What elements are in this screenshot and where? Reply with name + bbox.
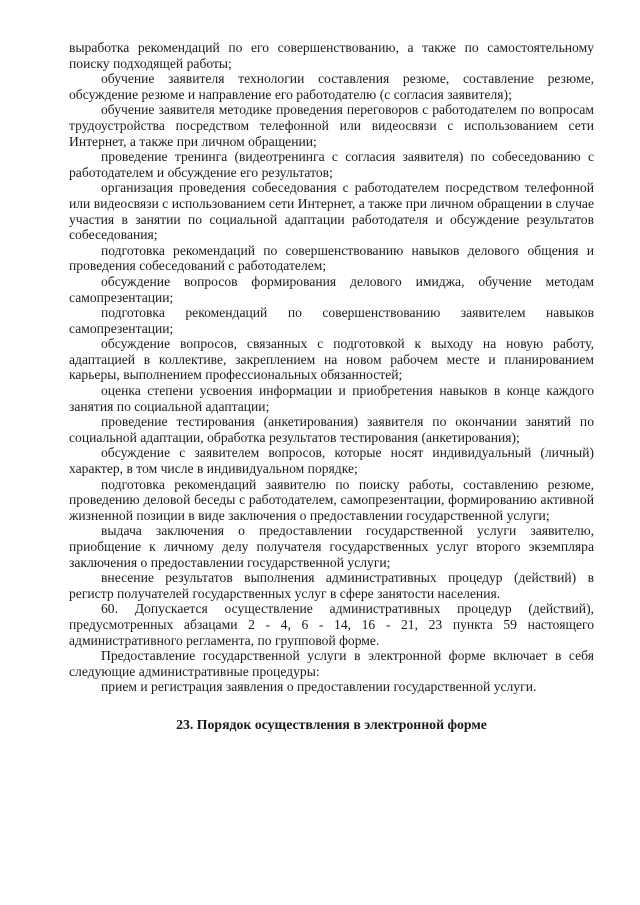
paragraph: обсуждение вопросов формирования делового имиджа, обучение методам самопрезентации; xyxy=(69,273,594,305)
section-heading: 23. Порядок осуществления в электронной форме xyxy=(176,716,487,732)
paragraph: подготовка рекомендаций по совершенствованию заявителем навыков самопрезентации; xyxy=(69,305,594,336)
paragraph: организация проведения собеседования с работодателем посредством телефонной или видеосвязи с использованием сети Интернет, а также при личном обращении в случае участия в занятии по социальной адаптации работодателя и обсуждение результатов собеседования; xyxy=(69,180,594,243)
paragraph: 60. Допускается осуществление административных процедур (действий), предусмотренных абзацами 2 - 4, 6 - 14, 16 - 21, 23 пункта 59 настоящего административного регламента, по групповой форме. xyxy=(69,601,594,648)
paragraph: подготовка рекомендаций заявителю по поиску работы, составлению резюме, проведению деловой беседы с работодателем, самопрезентации, формированию активной жизненной позиции в виде заключения о предоставлении государственной услуги; xyxy=(69,476,594,523)
paragraph: выдача заключения о предоставлении государственной услуги заявителю, приобщение к личному делу получателя государственных услуг второго экземпляра заключения о предоставлении государственной услуги; xyxy=(69,523,594,570)
paragraph: обсуждение вопросов, связанных с подготовкой к выходу на новую работу, адаптацией в коллективе, закреплением на новом рабочем месте и планированием карьеры, выполнением профессиональных обязанностей; xyxy=(69,336,594,383)
document-page xyxy=(69,40,594,733)
paragraph: обучение заявителя технологии составления резюме, составление резюме, обсуждение резюме и направление его работодателю (с согласия заявителя); xyxy=(69,71,594,102)
paragraph: Предоставление государственной услуги в электронной форме включает в себя следующие административные процедуры: xyxy=(69,648,594,679)
paragraph: обучение заявителя методике проведения переговоров с работодателем по вопросам трудоустройства посредством телефонной или видеосвязи с использованием сети Интернет, а также при личном обращении; xyxy=(69,102,594,149)
paragraph: выработка рекомендаций по его совершенствованию, а также по самостоятельному поиску подходящей работы; xyxy=(69,40,594,71)
paragraph: обсуждение с заявителем вопросов, которые носят индивидуальный (личный) характер, в том числе в индивидуальном порядке; xyxy=(69,445,594,477)
paragraph: подготовка рекомендаций по совершенствованию навыков делового общения и проведения собеседований с работодателем; xyxy=(69,242,594,274)
paragraph: оценка степени усвоения информации и приобретения навыков в конце каждого занятия по социальной адаптации; xyxy=(69,383,594,414)
paragraph: прием и регистрация заявления о предоставлении государственной услуги. xyxy=(101,679,537,695)
paragraph: проведение тестирования (анкетирования) заявителя по окончании занятий по социальной адаптации, обработка результатов тестирования (анкетирования); xyxy=(69,414,594,445)
paragraph: внесение результатов выполнения административных процедур (действий) в регистр получателей государственных услуг в сфере занятости населения. xyxy=(69,570,594,601)
paragraph: проведение тренинга (видеотренинга с согласия заявителя) по собеседованию с работодателем и обсуждение его результатов; xyxy=(69,149,594,180)
